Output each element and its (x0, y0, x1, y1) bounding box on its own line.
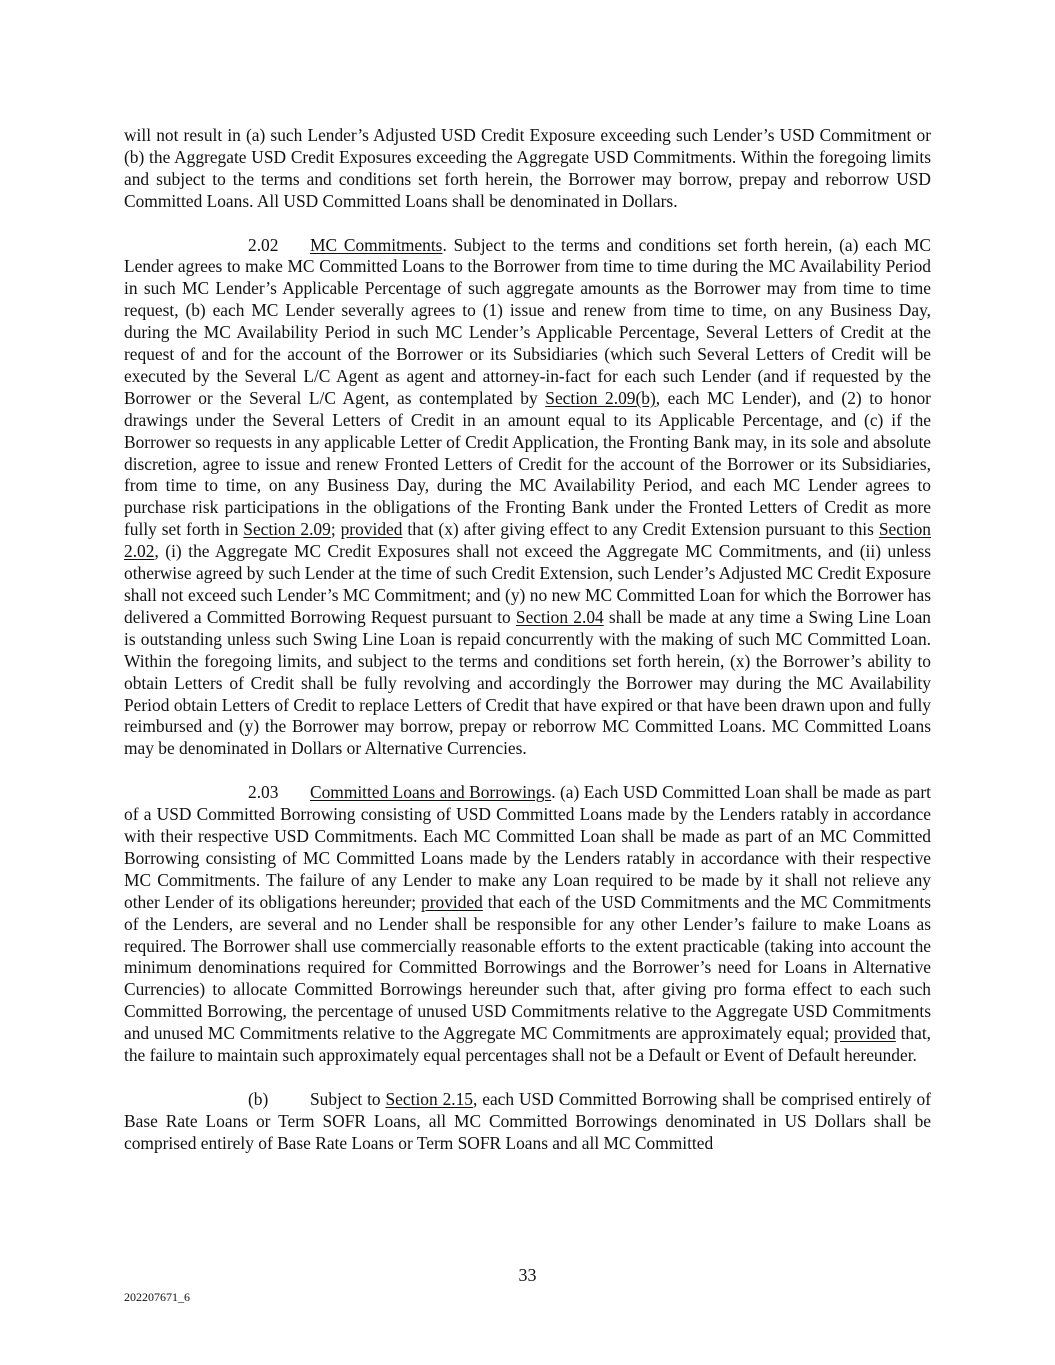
section-text: that, the failure to maintain such approximately equal percentages shall not be a Default or Event of Default hereunder. (124, 1023, 931, 1066)
section-text: , each MC Lender), and (2) to honor drawings under the Several Letters of Credit in an amount equal to its Applicable Percentage, and (c) if the Borrower so requests in any applicable Letter of Credit Application, the Fronting Bank may, in its sole and absolute discretion, agree to issue and renew Fronted Letters of Credit for the account of the Borrower or its Subsidiaries, from time to time, on any Business Day, during the MC Availability Period, and each MC Lender agrees to purchase risk participations in the obligations of the Fronting Bank under the Fronted Letters of Credit as more fully set forth in (124, 387, 931, 540)
section-text: that (x) after giving effect to any Credit Extension pursuant to this (402, 519, 879, 540)
section-text: Subject to (310, 1088, 386, 1109)
document-body (124, 125, 931, 1176)
document-id: 202207671_6 (124, 1290, 190, 1304)
section-heading: Committed Loans and Borrowings (310, 782, 552, 803)
section-text: . Subject to the terms and conditions set forth herein, (a) each MC Lender agrees to make MC Committed Loans to the Borrower from time to time during the MC Availability Period in such MC Lender’s Applicable Percentage of such aggregate amounts as the Borrower may from time to time request, (b) each MC Lender severally agrees to (1) issue and renew from time to time, on any Business Day, during the MC Availability Period in such MC Lender’s Applicable Percentage, Several Letters of Credit at the request of and for the account of the Borrower or its Subsidiaries (which such Several Letters of Credit will be executed by the Several L/C Agent as agent and attorney-in-fact for each such Lender (and if requested by the Borrower or the Several L/C Agent, as contemplated by (124, 234, 932, 408)
section-number: 2.02 (248, 234, 279, 255)
cross-reference-link[interactable]: Section 2.15 (385, 1088, 473, 1109)
cross-reference-link[interactable]: Section 2.09 (243, 519, 331, 540)
section-text: ; (330, 519, 341, 540)
cross-reference-link[interactable]: Section 2.09(b) (545, 387, 656, 408)
section-text: , (i) the Aggregate MC Credit Exposures shall not exceed the Aggregate MC Commitments, and (ii) unless otherwise agreed by such Lender at the time of such Credit Extension, such Lender’s Adjusted MC Credit Exposure shall not exceed such Lender’s MC Commitment; and (y) no new MC Committed Loan for which the Borrower has delivered a Committed Borrowing Request pursuant to (124, 541, 931, 627)
section-2-03-b (124, 1089, 931, 1155)
section-heading: MC Commitments (310, 234, 443, 255)
section-text: that each of the USD Commitments and the MC Commitments of the Lenders, are several and no Lender shall be responsible for any other Lender’s failure to make Loans as required. The Borrower shall use commercially reasonable efforts to the extent practicable (taking into account the minimum denominations required for Committed Borrowings and the Borrower’s need for Loans in Alternative Currencies) to allocate Committed Borrowings hereunder such that, after giving pro forma effect to each such Committed Borrowing, the percentage of unused USD Commitments relative to the Aggregate USD Commitments and unused MC Commitments relative to the Aggregate MC Commitments are approximately equal; (124, 891, 931, 1044)
provided-term: provided (421, 891, 483, 912)
provided-term: provided (340, 519, 403, 540)
section-number: 2.03 (248, 782, 279, 803)
paragraph-2-01-continuation (124, 125, 931, 213)
section-text: , each USD Committed Borrowing shall be comprised entirely of Base Rate Loans or Term SOFR Loans, all MC Committed Borrowings denominated in US Dollars shall be comprised entirely of Base Rate Loans or Term SOFR Loans and all MC Committed (124, 1088, 931, 1153)
cross-reference-link[interactable]: Section 2.04 (515, 606, 604, 627)
section-text: shall be made at any time a Swing Line Loan is outstanding unless such Swing Line Loan is repaid concurrently with the making of such MC Committed Loan. Within the foregoing limits, and subject to the terms and conditions set forth herein, (x) the Borrower’s ability to obtain Letters of Credit shall be fully revolving and accordingly the Borrower may during the MC Availability Period obtain Letters of Credit to replace Letters of Credit that have expired or that have been drawn upon and fully reimbursed and (y) the Borrower may borrow, prepay or reborrow MC Committed Loans. MC Committed Loans may be denominated in Dollars or Alternative Currencies. (124, 606, 932, 759)
subsection-label: (b) (248, 1088, 269, 1109)
section-2-02 (124, 235, 931, 761)
page-number: 33 (518, 1265, 537, 1285)
section-text: . (a) Each USD Committed Loan shall be made as part of a USD Committed Borrowing consisting of USD Committed Loans made by the Lenders ratably in accordance with their respective USD Commitments. Each MC Committed Loan shall be made as part of an MC Committed Borrowing consisting of MC Committed Loans made by the Lenders ratably in accordance with their respective MC Commitments. The failure of any Lender to make any Loan required to be made by it shall not relieve any other Lender of its obligations hereunder; (124, 782, 931, 912)
section-2-03 (124, 782, 931, 1067)
provided-term: provided (833, 1023, 896, 1044)
cross-reference-link[interactable]: Section 2.02 (124, 519, 931, 562)
paragraph-text: will not result in (a) such Lender’s Adjusted USD Credit Exposure exceeding such Lender’s USD Commitment or (b) the Aggregate USD Credit Exposures exceeding the Aggregate USD Commitments. Within the foregoing limits and subject to the terms and conditions set forth herein, the Borrower may borrow, prepay and reborrow USD Committed Loans. All USD Committed Loans shall be denominated in Dollars. (124, 125, 931, 211)
